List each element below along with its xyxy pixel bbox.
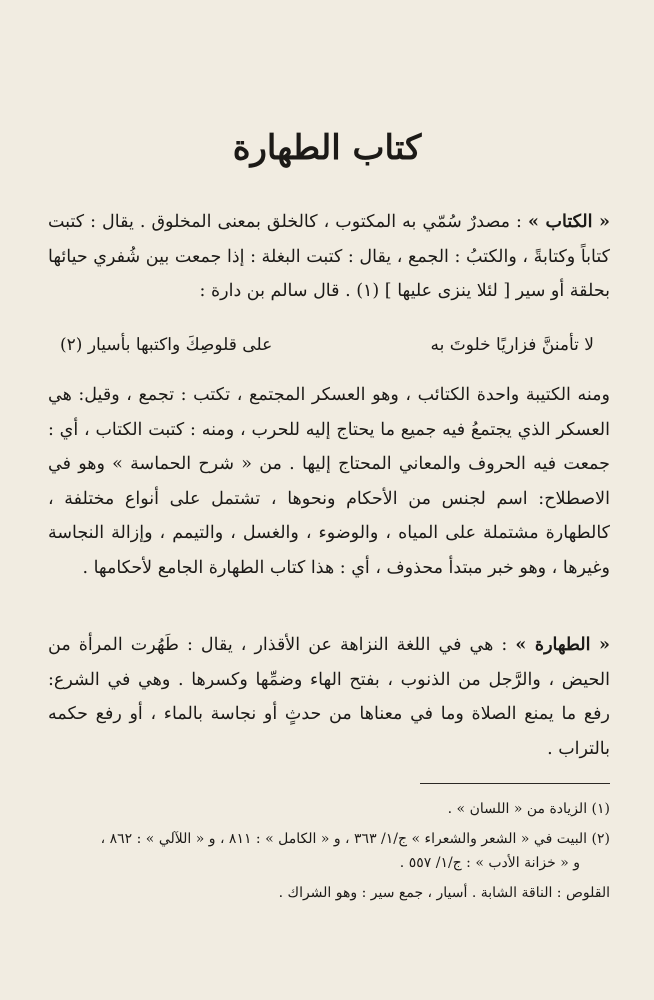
footnote-2-continuation: و « خزانة الأدب » : ج/١/ ٥٥٧ . (399, 855, 580, 871)
verse-second-hemistich: على قلوصِكَ واكتبها بأسيار (٢) (60, 335, 273, 355)
footnote-divider (420, 783, 610, 784)
poetry-verse (60, 335, 594, 365)
chapter-title: كتاب الطهارة (232, 128, 422, 168)
paragraph-katiba-text: ومنه الكتيبة واحدة الكتائب ، وهو العسكر المجتمع ، تكتب : تجمع ، وقيل: هي العسكر الذي يجتمعُ فيه جميع ما يحتاج إليه للحرب ، ومنه : كتبت الكتاب ، أي : جمعت فيه الحروف والمعاني المحتاج إليها . من « شرح الحماسة » وهو في الاصطلاح: اسم لجنس من الأحكام ونحوها ، تشتمل على أنواع مختلفة ، كالطهارة مشتملة على المياه ، والوضوء ، والغسل ، والتيمم ، وإزالة النجاسة وغيرها ، وهو خبر مبتدأ محذوف ، أي : هذا كتاب الطهارة الجامع لأحكامها . (48, 385, 610, 578)
footnote-3: القلوص : الناقة الشابة . أسيار ، جمع سير : وهو الشراك . (278, 885, 610, 901)
paragraph-kitab (48, 205, 610, 309)
footnote-2: (٢) البيت في « الشعر والشعراء » ج/١/ ٣٦٣ ، و « الكامل » : ٨١١ ، و « اللآلي » : ٨٦٢ ، (100, 831, 610, 847)
term-tahara: « الطهارة » (515, 635, 610, 655)
footnotes (48, 797, 610, 911)
term-kitab: « الكتاب » (528, 212, 610, 232)
paragraph-tahara-text: : هي في اللغة النزاهة عن الأقذار ، يقال : طَهُرت المرأة من الحيض ، والرَّجل من الذنوب ، بفتح الهاء وضمِّها وكسرها . وهي في الشرع: رفع ما يمنع الصلاة وما في معناها من حدثٍ أو نجاسة بالماء ، أو رفع حكمه بالتراب . (48, 635, 610, 759)
footnote-1: (١) الزيادة من « اللسان » . (447, 801, 610, 817)
paragraph-kitab-text: : مصدرٌ سُمّي به المكتوب ، كالخلق بمعنى المخلوق . يقال : كتبت كتاباً وكتابةً ، والكتبُ : الجمع ، يقال : كتبت البغلة : إذا جمعت بين شُفري حيائها بحلقة أو سير [ لئلا ينزى عليها ] (١) . قال سالم بن دارة : (48, 212, 610, 301)
verse-first-hemistich: لا تأمننَّ فزاريًا خلوتَ به (430, 335, 594, 355)
paragraph-katiba (48, 378, 610, 585)
paragraph-tahara (48, 628, 610, 766)
